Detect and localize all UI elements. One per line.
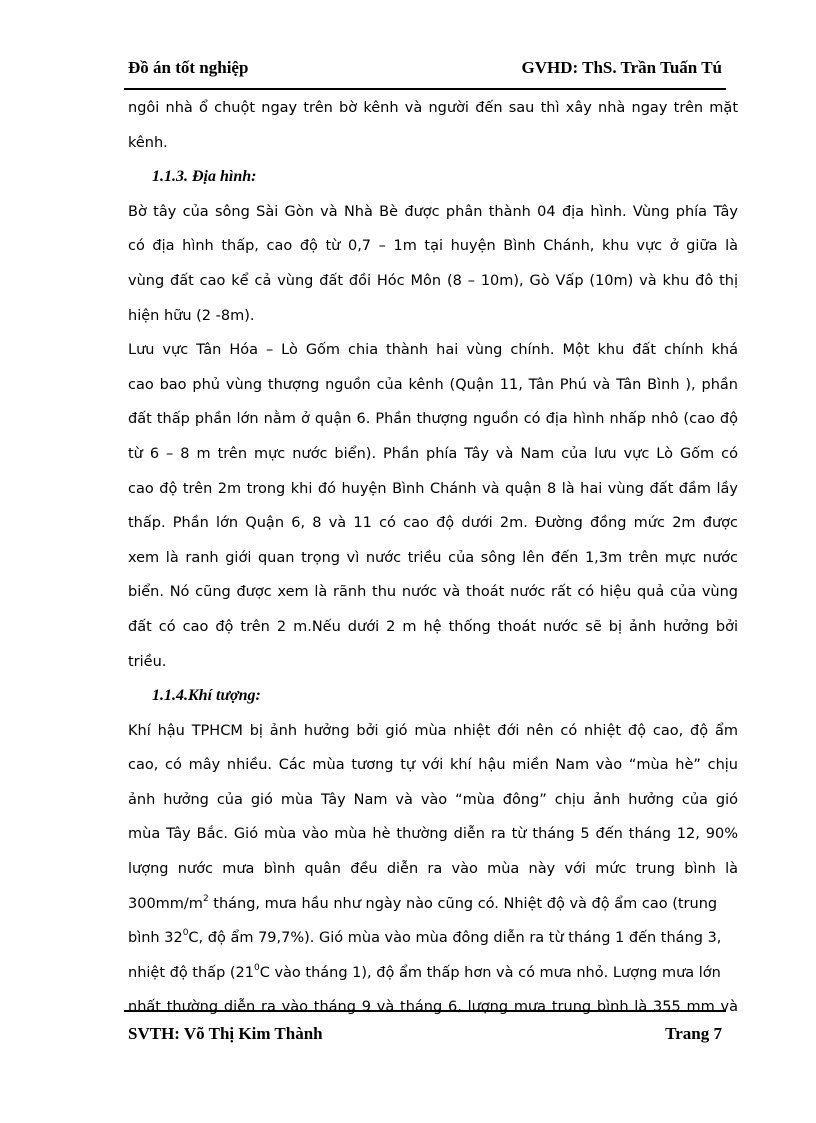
- body-line: vùng đất cao kể cả vùng đất đồi Hóc Môn (8 – 10m), Gò Vấp (10m) và khu đô thị: [128, 272, 738, 289]
- text-run: nhiệt độ thấp (21: [128, 964, 254, 981]
- body-line: xem là ranh giới quan trọng vì nước triều của sông lên đến 1,3m trên mực nước: [128, 549, 738, 566]
- footer-student: SVTH: Võ Thị Kim Thành: [128, 1024, 323, 1043]
- section-heading-khi-tuong: 1.1.4.Khí tượng:: [152, 687, 261, 705]
- header-rule: [124, 88, 726, 90]
- body-line: hiện hữu (2 -8m).: [128, 307, 255, 324]
- body-line: từ 6 – 8 m trên mực nước biển). Phần phía Tây và Nam của lưu vực Lò Gốm có: [128, 445, 738, 462]
- body-line: kênh.: [128, 134, 168, 151]
- body-line: Lưu vực Tân Hóa – Lò Gốm chia thành hai vùng chính. Một khu đất chính khá: [128, 342, 738, 359]
- body-line: ảnh hưởng của gió mùa Tây Nam và vào “mùa đông” chịu ảnh hưởng của gió: [128, 791, 738, 808]
- body-line: [128, 921, 738, 956]
- header-title: Đồ án tốt nghiệp: [128, 58, 249, 77]
- page-footer: [128, 1024, 722, 1050]
- superscript: 0: [254, 963, 260, 974]
- section-heading-dia-hinh: 1.1.3. Địa hình:: [152, 168, 257, 186]
- body-line: thấp. Phần lớn Quận 6, 8 và 11 có cao độ dưới 2m. Đường đồng mức 2m được: [128, 515, 738, 532]
- header-advisor: GVHD: ThS. Trần Tuấn Tú: [521, 58, 722, 77]
- superscript: 0: [182, 928, 189, 939]
- text-run: C, độ ẩm 79,7%). Gió mùa vào mùa đông diễn ra từ tháng 1 đến tháng 3,: [188, 930, 722, 947]
- body-line: mùa Tây Bắc. Gió mùa vào mùa hè thường diễn ra từ tháng 5 đến tháng 12, 90%: [128, 826, 738, 843]
- body-line: biển. Nó cũng được xem là rãnh thu nước và thoát nước rất có hiệu quả của vùng: [128, 584, 738, 601]
- superscript: 2: [202, 893, 209, 904]
- text-run: C vào tháng 1), độ ẩm thấp hơn và có mưa nhỏ. Lượng mưa lớn: [259, 964, 721, 981]
- footer-rule: [124, 1010, 726, 1012]
- body-line: cao bao phủ vùng thượng nguồn của kênh (Quận 11, Tân Phú và Tân Bình ), phần: [128, 376, 738, 393]
- text-run: 300mm/m: [128, 895, 203, 912]
- text-run: tháng, mưa hầu như ngày nào cũng có. Nhiệt độ và độ ẩm cao (trung: [208, 895, 718, 912]
- body-line: triều.: [128, 653, 167, 670]
- body-line: nhất thường diễn ra vào tháng 9 và tháng 6, lượng mưa trung bình là 355 mm và: [128, 999, 738, 1016]
- body-line: cao, có mây nhiều. Các mùa tương tự với khí hậu miền Nam vào “mùa hè” chịu: [128, 757, 738, 774]
- body-line: [128, 887, 738, 922]
- body-line: cao độ trên 2m trong khi đó huyện Bình Chánh và quận 8 là hai vùng đất đầm lầy: [128, 480, 738, 497]
- body-line: có địa hình thấp, cao độ từ 0,7 – 1m tại huyện Bình Chánh, khu vực ở giữa là: [128, 238, 738, 255]
- page-body: [128, 91, 738, 1025]
- body-line: Khí hậu TPHCM bị ảnh hưởng bởi gió mùa nhiệt đới nên có nhiệt độ cao, độ ẩm: [128, 722, 738, 739]
- body-line: lượng nước mưa bình quân đều diễn ra vào mùa này với mức trung bình là: [128, 861, 738, 878]
- page-number: Trang 7: [665, 1024, 722, 1043]
- body-line: ngôi nhà ổ chuột ngay trên bờ kênh và người đến sau thì xây nhà ngay trên mặt: [128, 100, 738, 116]
- text-run: bình 32: [128, 930, 183, 947]
- body-line: [128, 956, 738, 991]
- body-line: đất có cao độ trên 2 m.Nếu dưới 2 m hệ thống thoát nước sẽ bị ảnh hưởng bởi: [128, 618, 738, 635]
- body-line: Bờ tây của sông Sài Gòn và Nhà Bè được phân thành 04 địa hình. Vùng phía Tây: [128, 203, 738, 220]
- page-header: [128, 58, 722, 84]
- body-line: đất thấp phần lớn nằm ở quận 6. Phần thượng nguồn có địa hình nhấp nhô (cao độ: [128, 411, 738, 428]
